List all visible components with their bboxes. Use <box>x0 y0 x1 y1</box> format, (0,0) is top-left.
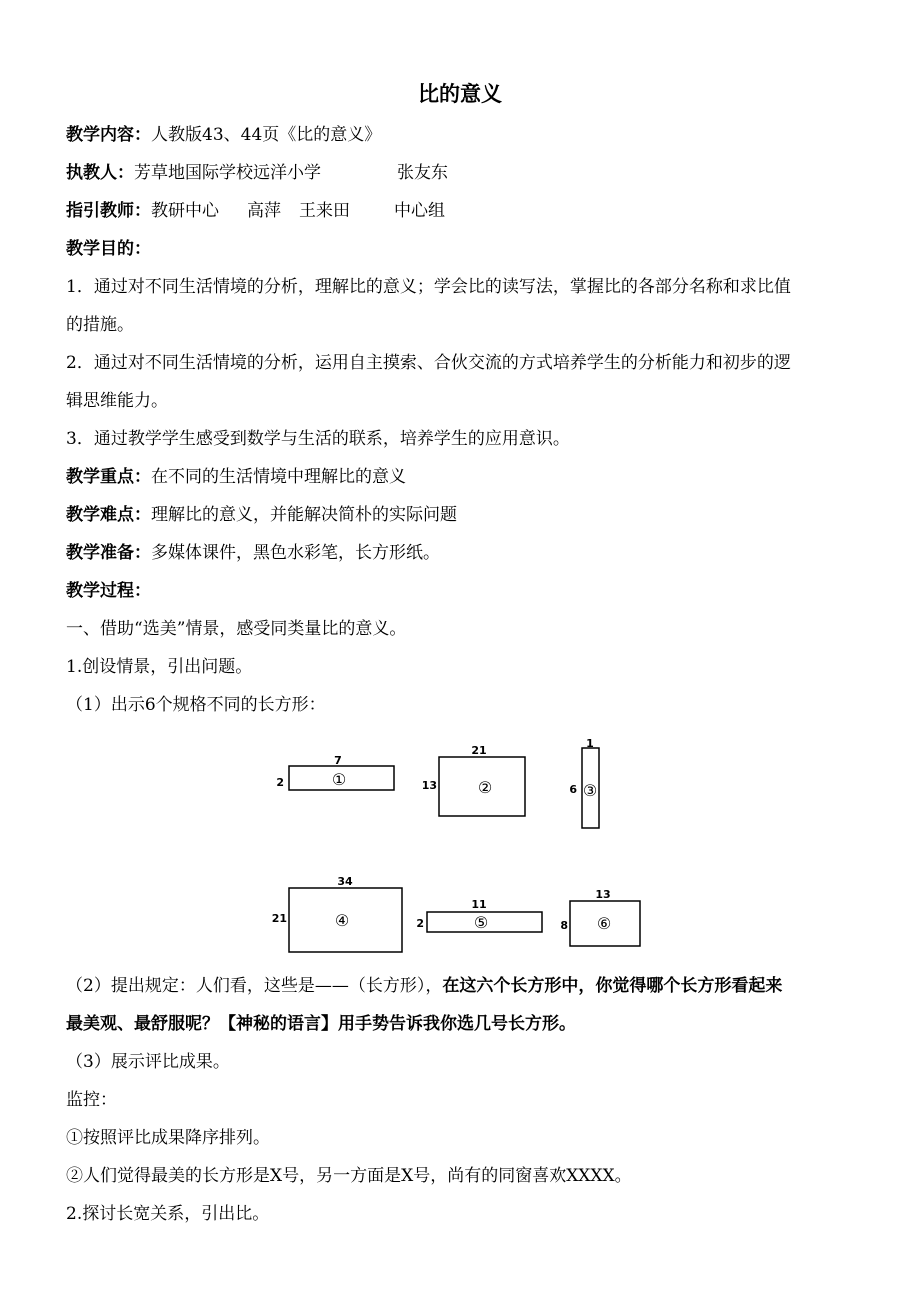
rectangle-2 <box>422 744 525 816</box>
key-point-line <box>66 466 406 488</box>
rectangle-1-side-label: 2 <box>276 776 284 789</box>
difficulty-value: 理解比的意义，并能解决简朴的实际问题 <box>151 505 457 525</box>
rectangle-1-top-label: 7 <box>334 754 342 767</box>
rectangle-4-number: ④ <box>334 911 350 930</box>
guide-line <box>66 200 445 222</box>
monitor-label: 监控： <box>66 1090 117 1110</box>
objective-2-line-2: 辑思维能力。 <box>66 391 168 411</box>
sub-2-plain: （2）提出规定：人们看，这些是——（长方形）， <box>66 976 443 996</box>
key-point-label: 教学重点： <box>66 467 151 487</box>
rectangle-2-side-label: 13 <box>421 779 437 792</box>
objectives-heading: 教学目的： <box>66 239 151 259</box>
rectangle-6-side-label: 8 <box>560 919 568 932</box>
rectangle-5-side-label: 2 <box>416 917 424 930</box>
sub-2-line-2: 最美观、最舒服呢？【神秘的语言】用手势告诉我你选几号长方形。 <box>66 1014 576 1034</box>
rectangle-5-number: ⑤ <box>473 913 489 932</box>
monitor-item-2: ②人们觉得最美的长方形是X号，另一方面是X号，尚有的同窗喜欢XXXX。 <box>66 1166 632 1186</box>
sub-2-line-1 <box>66 975 782 997</box>
process-heading: 教学过程： <box>66 581 151 601</box>
teacher-label: 执教人： <box>66 163 134 183</box>
preparation-line <box>66 542 440 564</box>
sub-2-bold-1: 在这六个长方形中，你觉得哪个长方形看起来 <box>442 976 783 996</box>
preparation-label: 教学准备： <box>66 543 151 563</box>
rectangle-6-top-label: 13 <box>595 888 611 901</box>
content-label: 教学内容： <box>66 125 151 145</box>
objective-1-line-2: 的措施。 <box>66 315 134 335</box>
difficulty-line <box>66 504 457 526</box>
monitor-item-1: ①按照评比成果降序排列。 <box>66 1128 270 1148</box>
rectangle-4-top-label: 34 <box>337 875 353 888</box>
rectangle-5 <box>416 898 542 932</box>
rectangle-6-number: ⑥ <box>596 914 612 933</box>
step-1: 1.创设情景，引出问题。 <box>66 657 253 677</box>
section-1: 一、借助“选美”情景，感受同类量比的意义。 <box>66 619 407 639</box>
guide-name-1: 高萍 <box>247 201 281 221</box>
content-line <box>66 124 381 146</box>
rectangle-5-top-label: 11 <box>471 898 487 911</box>
guide-group: 中心组 <box>394 201 445 221</box>
rectangle-6 <box>560 888 640 946</box>
guide-label: 指引教师： <box>66 201 151 221</box>
teacher-line <box>66 162 448 184</box>
rectangle-2-number: ② <box>477 778 493 797</box>
guide-name-2: 王来田 <box>299 201 350 221</box>
rectangle-4-side-label: 21 <box>271 912 287 925</box>
rectangle-1-number: ① <box>331 770 347 789</box>
sub-3: （3）展示评比成果。 <box>66 1052 230 1072</box>
guide-org: 教研中心 <box>151 201 219 221</box>
teacher-name: 张友东 <box>397 163 448 183</box>
objective-1-line-1: 1．通过对不同生活情境的分析，理解比的意义；学会比的读写法，掌握比的各部分名称和求比值 <box>66 277 791 297</box>
page-title: 比的意义 <box>418 82 502 106</box>
rectangle-1 <box>276 754 394 790</box>
difficulty-label: 教学难点： <box>66 505 151 525</box>
rectangle-3-side-label: 6 <box>569 783 577 796</box>
preparation-value: 多媒体课件，黑色水彩笔，长方形纸。 <box>151 543 440 563</box>
content-value: 人教版43、44页《比的意义》 <box>151 125 382 145</box>
rectangle-3 <box>569 737 599 828</box>
sub-1: （1）出示6个规格不同的长方形： <box>66 695 326 715</box>
objective-2-line-1: 2．通过对不同生活情境的分析，运用自主摸索、合伙交流的方式培养学生的分析能力和初步的逻 <box>66 353 791 373</box>
key-point-value: 在不同的生活情境中理解比的意义 <box>151 467 406 487</box>
rectangle-3-number: ③ <box>582 781 598 800</box>
rectangle-3-top-label: 1 <box>586 737 594 750</box>
rectangle-4 <box>272 875 402 952</box>
rectangles-figure <box>0 730 920 960</box>
teacher-school: 芳草地国际学校远洋小学 <box>134 163 321 183</box>
rectangle-2-top-label: 21 <box>471 744 487 757</box>
objective-3: 3．通过教学学生感受到数学与生活的联系，培养学生的应用意识。 <box>66 429 570 449</box>
step-2: 2.探讨长宽关系，引出比。 <box>66 1204 270 1224</box>
